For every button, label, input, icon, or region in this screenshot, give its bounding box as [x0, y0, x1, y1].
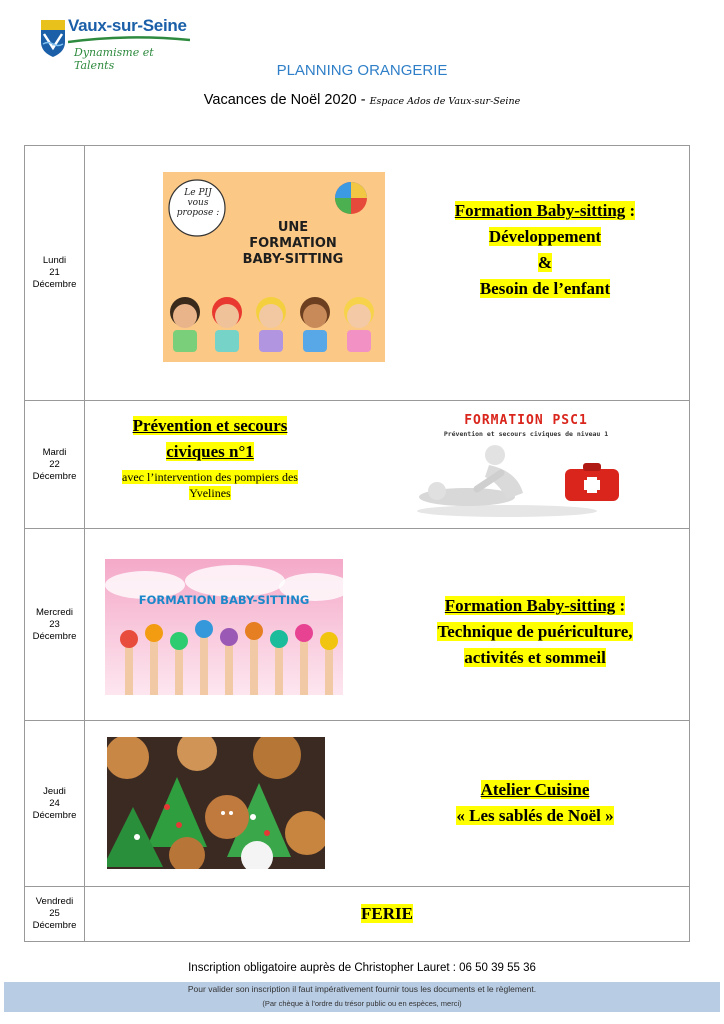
event-sub2: Yvelines: [189, 486, 231, 500]
event-line2: « Les sablés de Noël »: [456, 806, 614, 825]
event-line1: Atelier Cuisine: [480, 780, 590, 799]
subtitle-venue: Espace Ados de Vaux-sur-Seine: [369, 96, 521, 107]
psc1-poster-subtitle: Prévention et secours civiques de niveau 1: [443, 430, 609, 438]
day-number: 21: [49, 267, 60, 278]
poster-pij-line2: vous: [187, 198, 209, 208]
day-cell: [25, 887, 85, 941]
footer-notice-band: [4, 982, 720, 1012]
event-babysitting-tech: [385, 593, 685, 671]
poster-headline-line2: FORMATION: [249, 236, 337, 251]
day-name: Mercredi: [36, 606, 73, 618]
footer-note-documents: Pour valider son inscription il faut impérativement fournir tous les documents et le règlement.: [187, 984, 537, 994]
day-number: 23: [49, 618, 60, 630]
table-row: [25, 529, 689, 721]
day-cell: [25, 401, 85, 528]
day-month: Décembre: [32, 630, 77, 642]
poster-headline: [223, 220, 363, 268]
hands-poster-image: [105, 559, 343, 695]
day-month: Décembre: [32, 920, 77, 931]
event-line1: Prévention et secours: [132, 416, 288, 435]
event-holiday: [85, 901, 689, 927]
poster-pij-line3: propose :: [176, 208, 220, 218]
event-line3: activités et sommeil: [464, 648, 606, 667]
day-number: 25: [49, 908, 60, 919]
event-title: Formation Baby-sitting: [444, 596, 616, 615]
event-line3: &: [537, 253, 553, 272]
day-month: Décembre: [32, 470, 77, 482]
day-number: 24: [49, 797, 60, 809]
children-illustration: [170, 297, 374, 352]
day-name: Jeudi: [43, 785, 66, 797]
hands-poster-title: FORMATION BABY-SITTING: [138, 593, 310, 607]
footer-note-payment: (Par chèque à l’ordre du trésor public ou en espèces, merci): [262, 999, 462, 1008]
table-row: [25, 146, 689, 401]
psc1-poster-image: [397, 411, 655, 523]
subtitle-main: Vacances de Noël 2020 -: [203, 92, 370, 108]
coat-of-arms-icon: [40, 18, 66, 58]
page-title: PLANNING ORANGERIE: [276, 62, 448, 79]
christmas-cookies-image: [107, 737, 325, 869]
table-row: [25, 887, 689, 941]
registration-contact: Inscription obligatoire auprès de Christopher Lauret : 06 50 39 55 36: [188, 962, 536, 974]
first-aid-illustration: [397, 411, 655, 523]
event-sub1: avec l’intervention des pompiers des: [122, 470, 298, 484]
event-title: Formation Baby-sitting: [454, 201, 626, 220]
hands-illustration: [105, 559, 343, 695]
event-line2: Développement: [488, 227, 602, 246]
event-babysitting-dev: [405, 198, 685, 302]
day-cell: [25, 721, 85, 886]
day-month: Décembre: [32, 809, 77, 821]
brand-name: Vaux-sur-Seine: [68, 16, 187, 35]
event-title-colon: :: [625, 201, 636, 220]
poster-headline-line1: UNE: [277, 220, 309, 235]
day-cell: [25, 529, 85, 720]
event-psc1: [95, 413, 325, 501]
day-month: Décembre: [32, 279, 77, 290]
table-row: [25, 401, 689, 529]
event-line1: FERIE: [361, 904, 413, 923]
psc1-poster-title: FORMATION PSC1: [464, 413, 588, 428]
day-name: Lundi: [42, 255, 67, 266]
event-line2: Technique de puériculture,: [437, 622, 633, 641]
logo-swoosh: [68, 36, 190, 44]
event-line4: Besoin de l’enfant: [479, 279, 611, 298]
day-name: Vendredi: [35, 896, 74, 907]
event-title-colon: :: [615, 596, 626, 615]
day-number: 22: [49, 458, 60, 470]
page-subtitle: [0, 92, 724, 108]
babysitting-poster-image: [163, 172, 385, 362]
table-row: [25, 721, 689, 887]
planning-table: [24, 145, 690, 942]
poster-pij-line1: Le PIJ: [184, 188, 212, 198]
poster-headline-line3: BABY-SITTING: [242, 252, 344, 267]
brand-tagline: Dynamisme et Talents: [74, 46, 154, 72]
day-cell: [25, 146, 85, 400]
event-line2: civiques n°1: [166, 442, 254, 461]
cookies-illustration: [107, 737, 325, 869]
poster-pij-badge: [173, 188, 223, 218]
event-cooking: [385, 777, 685, 829]
day-name: Mardi: [42, 446, 67, 458]
